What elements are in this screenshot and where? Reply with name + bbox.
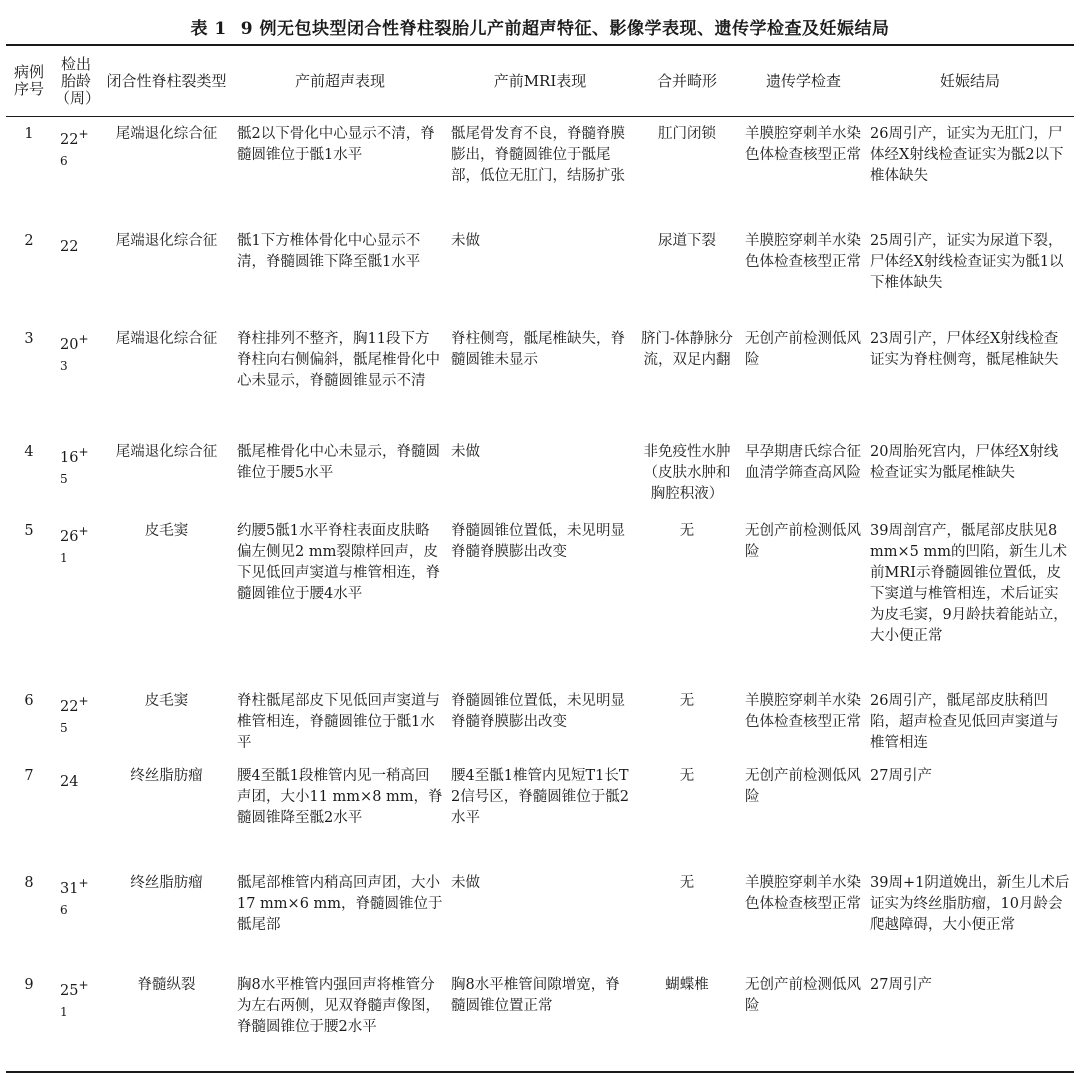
table-row xyxy=(6,117,1074,225)
cell-malformation: 无 xyxy=(679,523,695,539)
cell-malformation: 无 xyxy=(679,768,695,784)
cell-genetic: 羊膜腔穿刺羊水染色体检查核型正常 xyxy=(745,126,861,163)
header-outcome: 妊娠结局 xyxy=(939,71,1000,90)
cell-malformation: 无 xyxy=(679,693,695,709)
cell-gestational-age xyxy=(52,866,100,968)
findings-table xyxy=(6,44,1074,1073)
cell-case-no: 1 xyxy=(24,126,34,142)
table-row xyxy=(6,224,1074,322)
cell-case-no: 3 xyxy=(24,331,34,347)
cell-malformation: 非免疫性水肿（皮肤水肿和胸腔积液） xyxy=(643,444,731,502)
header-gestational-age: 检出胎龄（周） xyxy=(55,54,101,107)
cell-genetic: 无创产前检测低风险 xyxy=(745,977,861,1014)
cell-case-no: 5 xyxy=(24,523,34,539)
cell-outcome: 39周剖宫产，骶尾部皮肤见8 mm×5 mm的凹陷，新生儿术前MRI示脊髓圆锥位置低，皮下窦道与椎管相连，术后证实为皮毛窦，9月龄扶着能站立，大小便正常 xyxy=(870,523,1068,644)
ga-weeks: 25 xyxy=(60,982,79,999)
table-caption xyxy=(6,14,1074,44)
cell-ultrasound: 脊柱骶尾部皮下见低回声窦道与椎管相连，脊髓圆锥位于骶1水平 xyxy=(237,693,440,751)
cell-malformation: 蝴蝶椎 xyxy=(665,977,709,993)
cell-outcome: 26周引产，证实为无肛门，尸体经X射线检查证实为骶2以下椎体缺失 xyxy=(870,126,1064,184)
cell-gestational-age xyxy=(52,514,100,684)
cell-genetic: 无创产前检测低风险 xyxy=(745,523,861,560)
cell-mri: 脊髓圆锥位置低，未见明显脊髓脊膜膨出改变 xyxy=(451,693,625,730)
table-row xyxy=(6,759,1074,866)
cell-case-no: 2 xyxy=(24,233,34,249)
cell-outcome: 27周引产 xyxy=(870,977,932,993)
cell-malformation: 脐门-体静脉分流，双足内翻 xyxy=(641,331,733,368)
cell-gestational-age xyxy=(52,684,100,759)
ga-weeks: 20 xyxy=(60,336,79,353)
cell-malformation: 无 xyxy=(679,875,695,891)
table-title: 9 例无包块型闭合性脊柱裂胎儿产前超声特征、影像学表现、遗传学检查及妊娠结局 xyxy=(240,19,890,39)
cell-ultrasound: 骶尾部椎管内稍高回声团，大小17 mm×6 mm，脊髓圆锥位于骶尾部 xyxy=(237,875,443,933)
ga-weeks: 22 xyxy=(60,238,79,255)
header-mri: 产前MRI表现 xyxy=(493,71,587,90)
cell-gestational-age xyxy=(52,224,100,322)
ga-days: +1 xyxy=(60,524,89,565)
header-type: 闭合性脊柱裂类型 xyxy=(106,71,227,90)
cell-type: 终丝脂肪瘤 xyxy=(130,875,203,891)
cell-genetic: 羊膜腔穿刺羊水染色体检查核型正常 xyxy=(745,875,861,912)
cell-mri: 腰4至骶1椎管内见短T1长T2信号区，脊髓圆锥位于骶2水平 xyxy=(451,768,629,826)
table-row xyxy=(6,514,1074,684)
cell-ultrasound: 约腰5骶1水平脊柱表面皮肤略偏左侧见2 mm裂隙样回声，皮下见低回声窦道与椎管相连，脊髓圆锥位于腰4水平 xyxy=(237,523,440,602)
ga-days: +3 xyxy=(60,332,89,373)
cell-genetic: 无创产前检测低风险 xyxy=(745,768,861,805)
cell-outcome: 39周+1阴道娩出，新生儿术后证实为终丝脂肪瘤，10月龄会爬越障碍，大小便正常 xyxy=(870,875,1070,933)
cell-ultrasound: 骶2以下骨化中心显示不清，脊髓圆锥位于骶1水平 xyxy=(237,126,435,163)
ga-weeks: 22 xyxy=(60,131,79,148)
ga-days: +5 xyxy=(60,694,89,735)
cell-type: 尾端退化综合征 xyxy=(115,444,218,460)
table-row xyxy=(6,866,1074,968)
cell-type: 尾端退化综合征 xyxy=(115,331,218,347)
cell-mri: 未做 xyxy=(451,875,480,891)
cell-ultrasound: 脊柱排列不整齐，胸11段下方脊柱向右侧偏斜，骶尾椎骨化中心未显示，脊髓圆锥显示不清 xyxy=(237,331,440,389)
cell-genetic: 无创产前检测低风险 xyxy=(745,331,861,368)
cell-case-no: 8 xyxy=(24,875,34,891)
ga-weeks: 31 xyxy=(60,880,79,897)
cell-type: 尾端退化综合征 xyxy=(115,233,218,249)
cell-ultrasound: 骶1下方椎体骨化中心显示不清，脊髓圆锥下降至骶1水平 xyxy=(237,233,421,270)
header-case-no: 病例序号 xyxy=(13,63,44,98)
cell-mri: 胸8水平椎管间隙增宽，脊髓圆锥位置正常 xyxy=(451,977,620,1014)
cell-ultrasound: 胸8水平椎管内强回声将椎管分为左右两侧，见双脊髓声像图，脊髓圆锥位于腰2水平 xyxy=(237,977,440,1035)
cell-mri: 未做 xyxy=(451,233,480,249)
table-row xyxy=(6,435,1074,514)
table-row xyxy=(6,968,1074,1072)
header-genetic: 遗传学检查 xyxy=(765,71,841,90)
ga-days: +6 xyxy=(60,876,89,917)
ga-weeks: 22 xyxy=(60,698,79,715)
table-label: 表 1 xyxy=(190,19,227,39)
cell-outcome: 25周引产，证实为尿道下裂，尸体经X射线检查证实为骶1以下椎体缺失 xyxy=(870,233,1064,291)
cell-type: 皮毛窦 xyxy=(144,523,189,539)
cell-case-no: 6 xyxy=(24,693,34,709)
cell-gestational-age xyxy=(52,968,100,1072)
ga-weeks: 26 xyxy=(60,528,79,545)
cell-malformation: 肛门闭锁 xyxy=(658,126,716,142)
table-row xyxy=(6,684,1074,759)
cell-gestational-age xyxy=(52,322,100,435)
cell-gestational-age xyxy=(52,117,100,225)
cell-ultrasound: 腰4至骶1段椎管内见一稍高回声团，大小11 mm×8 mm，脊髓圆锥降至骶2水平 xyxy=(237,768,443,826)
cell-type: 尾端退化综合征 xyxy=(115,126,218,142)
table-row xyxy=(6,322,1074,435)
cell-genetic: 羊膜腔穿刺羊水染色体检查核型正常 xyxy=(745,233,861,270)
cell-gestational-age xyxy=(52,435,100,514)
cell-genetic: 早孕期唐氏综合征血清学筛查高风险 xyxy=(745,444,861,481)
cell-outcome: 23周引产，尸体经X射线检查证实为脊柱侧弯，骶尾椎缺失 xyxy=(870,331,1059,368)
ga-weeks: 16 xyxy=(60,449,79,466)
header-row xyxy=(6,45,1074,117)
header-malformation: 合并畸形 xyxy=(656,71,717,90)
ga-weeks: 24 xyxy=(60,773,79,790)
cell-ultrasound: 骶尾椎骨化中心未显示，脊髓圆锥位于腰5水平 xyxy=(237,444,440,481)
cell-outcome: 26周引产，骶尾部皮肤稍凹陷，超声检查见低回声窦道与椎管相连 xyxy=(870,693,1059,751)
cell-genetic: 羊膜腔穿刺羊水染色体检查核型正常 xyxy=(745,693,861,730)
cell-mri: 骶尾骨发育不良，脊髓脊膜膨出，脊髓圆锥位于骶尾部，低位无肛门，结肠扩张 xyxy=(451,126,625,184)
cell-type: 皮毛窦 xyxy=(144,693,189,709)
cell-case-no: 9 xyxy=(24,977,34,993)
cell-mri: 脊柱侧弯，骶尾椎缺失，脊髓圆锥未显示 xyxy=(451,331,625,368)
cell-outcome: 20周胎死宫内，尸体经X射线检查证实为骶尾椎缺失 xyxy=(870,444,1059,481)
cell-mri: 脊髓圆锥位置低，未见明显脊髓脊膜膨出改变 xyxy=(451,523,625,560)
header-ultrasound: 产前超声表现 xyxy=(294,71,385,90)
cell-malformation: 尿道下裂 xyxy=(658,233,716,249)
ga-days: +6 xyxy=(60,127,89,168)
ga-days: +1 xyxy=(60,978,89,1019)
cell-case-no: 7 xyxy=(24,768,34,784)
cell-outcome: 27周引产 xyxy=(870,768,932,784)
cell-gestational-age xyxy=(52,759,100,866)
cell-type: 终丝脂肪瘤 xyxy=(130,768,203,784)
cell-type: 脊髓纵裂 xyxy=(137,977,196,993)
cell-case-no: 4 xyxy=(24,444,34,460)
cell-mri: 未做 xyxy=(451,444,480,460)
ga-days: +5 xyxy=(60,445,89,486)
